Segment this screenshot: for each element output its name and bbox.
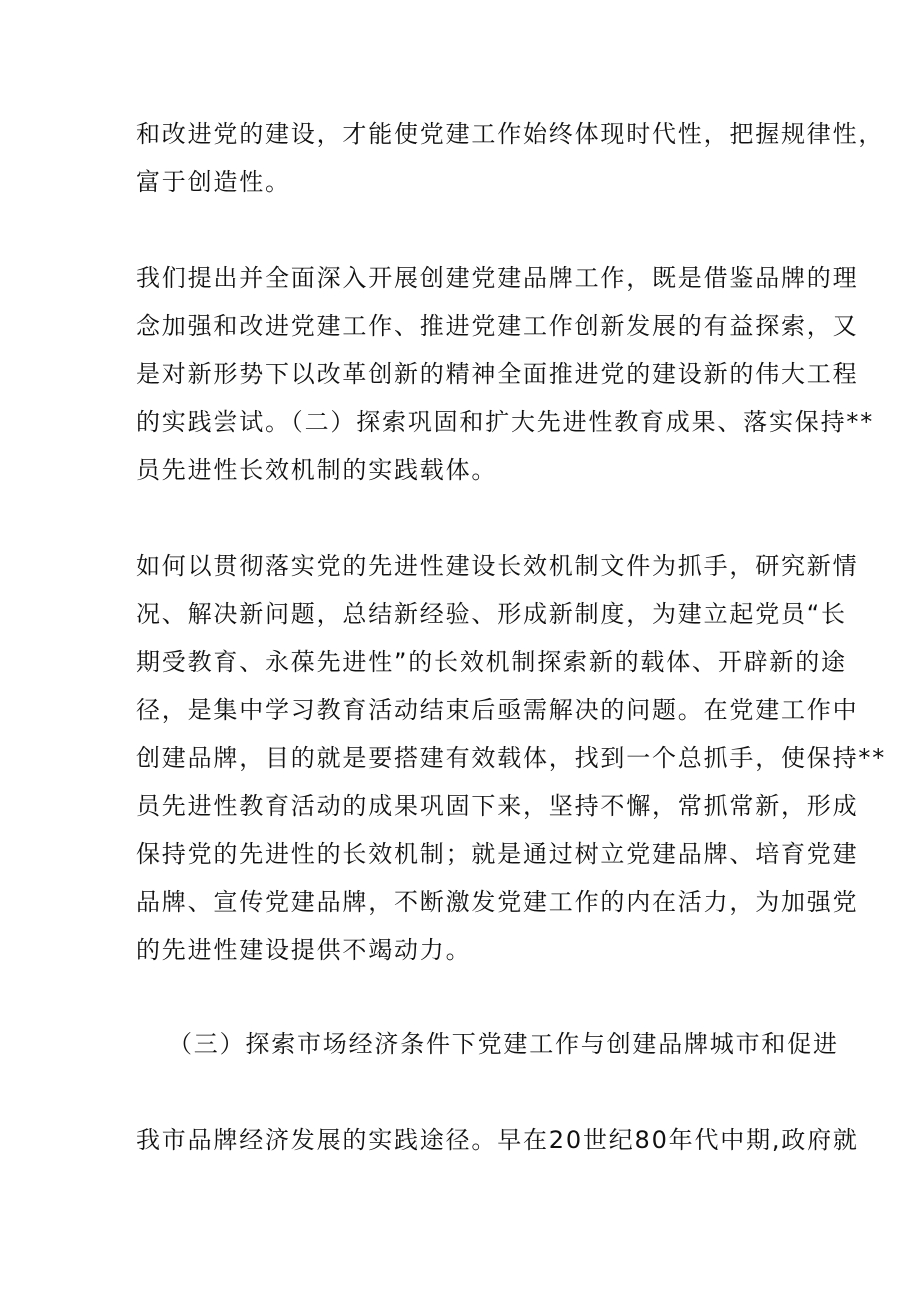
section-heading <box>168 1020 839 1068</box>
text-line: 创建品牌，目的就是要搭建有效载体，找到一个总抓手，使保持** <box>136 744 886 772</box>
paragraph-3 <box>136 542 886 974</box>
text-line: 我们提出并全面深入开展创建党建品牌工作，既是借鉴品牌的理 <box>136 264 859 292</box>
text-line: 径，是集中学习教育活动结束后亟需解决的问题。在党建工作中 <box>136 696 859 724</box>
paragraph-5 <box>136 1116 859 1164</box>
text-line: 品牌、宣传党建品牌，不断激发党建工作的内在活力，为加强党 <box>136 888 859 916</box>
text-line: 员先进性教育活动的成果巩固下来，坚持不懈，常抓常新，形成 <box>136 792 859 820</box>
text-line: 念加强和改进党建工作、推进党建工作创新发展的有益探索，又 <box>136 312 859 340</box>
text-line: 况、解决新问题，总结新经验、形成新制度，为建立起党员“长 <box>136 600 847 628</box>
text-line: （三）探索市场经济条件下党建工作与创建品牌城市和促进 <box>168 1030 839 1058</box>
text-line: 的先进性建设提供不竭动力。 <box>136 936 472 964</box>
text-line: 员先进性长效机制的实践载体。 <box>136 456 498 484</box>
text-line: 是对新形势下以改革创新的精神全面推进党的建设新的伟大工程 <box>136 360 859 388</box>
text-line: 我市品牌经济发展的实践途径。早在20世纪80年代中期,政府就 <box>136 1126 859 1154</box>
text-line: 富于创造性。 <box>136 168 291 196</box>
text-line: 期受教育、永葆先进性”的长效机制探索新的载体、开辟新的途 <box>136 648 847 676</box>
paragraph-1 <box>136 110 885 206</box>
text-line: 如何以贯彻落实党的先进性建设长效机制文件为抓手，研究新情 <box>136 552 859 580</box>
text-line: 的实践尝试。（二）探索巩固和扩大先进性教育成果、落实保持** <box>136 408 874 436</box>
paragraph-2 <box>136 254 874 494</box>
text-line: 保持党的先进性的长效机制；就是通过树立党建品牌、培育党建 <box>136 840 859 868</box>
text-line: 和改进党的建设，才能使党建工作始终体现时代性，把握规律性， <box>136 120 885 148</box>
